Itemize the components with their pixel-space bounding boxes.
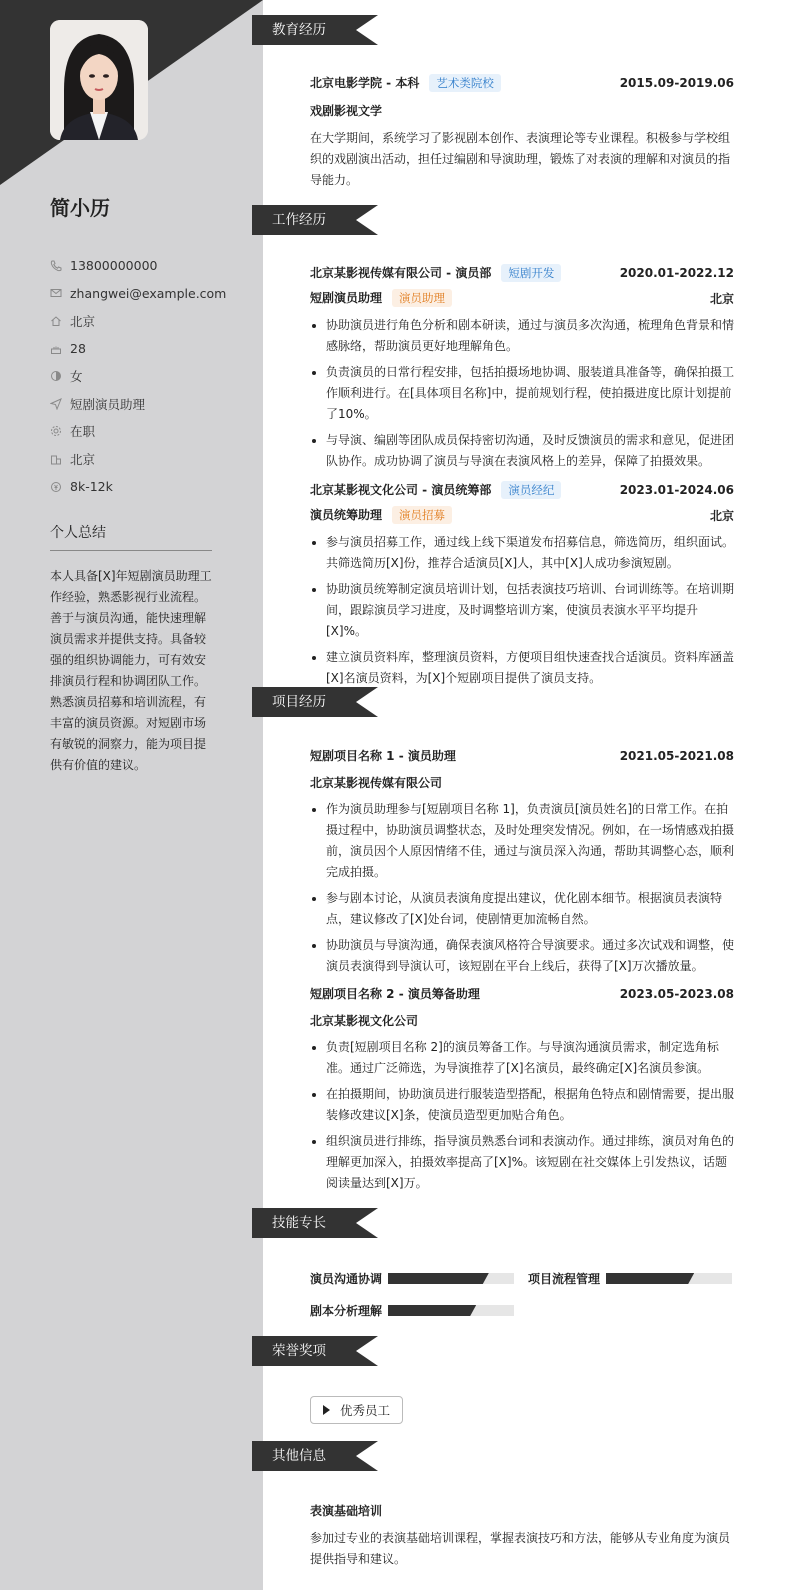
sidebar [0,0,263,1590]
list-item: • 参与演员招募工作，通过线上线下渠道发布招募信息，筛选简历，组织面试。共筛选简历[X]份，推荐合适演员[X]人，其中[X]人成功参演短剧。 [326,532,734,574]
list-item: • 在拍摄期间，协助演员进行服装造型搭配，根据角色特点和剧情需要，提出服装修改建议[X]条，使演员造型更加贴合角色。 [326,1084,734,1126]
award-name: 优秀员工 [340,1403,391,1418]
age-value: 28 [70,341,86,357]
role-tag: 演员招募 [392,506,452,524]
role-tag: 演员助理 [392,289,452,307]
section-header-education [252,15,378,45]
skill-bar [388,1273,514,1284]
skill-level-fill [606,1273,694,1284]
list-item: • 负责[短剧项目名称 2]的演员筹备工作。与导演沟通演员需求，制定选角标准。通过广泛筛选，为导演推荐了[X]名演员，最终确定[X]名演员参演。 [326,1037,734,1079]
project-company: 北京某影视传媒有限公司 [310,776,443,790]
section-title-other: 其他信息 [252,1441,356,1471]
list-item: • 协助演员统筹制定演员培训计划，包括表演技巧培训、台词训练等。在培训期间，跟踪演员学习进度，及时调整培训方案，使演员表演水平平均提升[X]%。 [326,579,734,642]
skill-name: 项目流程管理 [528,1272,601,1286]
salary-value: 8k-12k [70,479,113,495]
list-item: • 作为演员助理参与[短剧项目名称 1]，负责演员[演员姓名]的日常工作。在拍摄过程中，协助演员调整状态，及时处理突发情况。例如，在一场情感戏拍摄前，演员因个人原因情绪不佳，通过与演员深入沟通，帮助其调整心态，顺利完成拍摄。 [326,799,734,883]
project-company: 北京某影视文化公司 [310,1014,419,1028]
work-bullets [310,532,734,689]
other-description: 参加过专业的表演基础培训课程，掌握表演技巧和方法，能够从专业角度为演员提供指导和建议。 [310,1531,731,1566]
education-description: 在大学期间，系统学习了影视剧本创作、表演理论等专业课程。积极参与学校组织的戏剧演出活动，担任过编剧和导演助理，锻炼了对表演的理解和对演员的指导能力。 [310,131,731,187]
project-period: 2021.05-2021.08 [619,748,734,763]
company-name: 北京某影视文化公司 - 演员统筹部 [310,483,492,497]
gender-icon [50,370,62,382]
skill-name: 演员沟通协调 [310,1272,383,1286]
skill-bar [388,1305,514,1316]
portrait-photo [50,20,148,140]
section-header-other [252,1441,378,1471]
contact-city [50,445,250,473]
work-period: 2020.01-2022.12 [619,266,734,280]
section-header-skills [252,1208,378,1238]
list-item: • 与导演、编剧等团队成员保持密切沟通，及时反馈演员的需求和意见，促进团队协作。成功协调了演员与导演在表演风格上的差异，保障了拍摄效果。 [326,430,734,472]
work-location: 北京 [709,291,734,306]
job-role: 短剧演员助理 [310,291,383,305]
work-entry [310,264,734,477]
phone-value: 13800000000 [70,258,158,274]
summary-text: 本人具备[X]年短剧演员助理工作经验，熟悉影视行业流程。善于与演员沟通，能快速理解演员需求并提供支持。具备较强的组织协调能力，可有效安排演员行程和协调团队工作。熟悉演员招募和培训流程，有丰富的演员资源。对短剧市场有敏锐的洞察力，能为项目提供有价值的建议。 [50,569,212,772]
skill-level-fill [388,1305,476,1316]
work-bullets [310,315,734,472]
age-icon [50,343,62,355]
company-tag: 演员经纪 [501,481,561,499]
project-name: 短剧项目名称 2 - 演员筹备助理 [310,987,480,1001]
project-entry [310,747,734,982]
phone-icon [50,260,62,272]
contact-age [50,335,250,363]
skill-item [310,1302,514,1319]
project-bullets [310,1037,734,1194]
hometown-value: 北京 [70,313,96,329]
skill-level-fill [388,1273,489,1284]
section-header-work [252,205,378,235]
job-role: 演员统筹助理 [310,508,383,522]
list-item: • 协助演员与导演沟通，确保表演风格符合导演要求。通过多次试戏和调整，使演员表演得到导演认可，该短剧在平台上线后，获得了[X]万次播放量。 [326,935,734,977]
education-period: 2015.09-2019.06 [619,76,734,90]
company-name: 北京某影视传媒有限公司 - 演员部 [310,266,492,280]
skill-item [310,1270,514,1287]
home-icon [50,315,62,327]
avatar [50,20,148,140]
contact-phone [50,252,250,280]
list-item: • 协助演员进行角色分析和剧本研读，通过与演员多次沟通，梳理角色背景和情感脉络，帮助演员更好地理解角色。 [326,315,734,357]
list-item: • 组织演员进行排练，指导演员熟悉台词和表演动作。通过排练，演员对角色的理解更加深入，拍摄效率提高了[X]%。该短剧在社交媒体上引发热议，话题阅读量达到[X]万。 [326,1131,734,1194]
section-title-work: 工作经历 [252,205,356,235]
work-entry [310,481,734,694]
section-title-projects: 项目经历 [252,687,356,717]
list-item: • 负责演员的日常行程安排，包括拍摄场地协调、服装道具准备等，确保拍摄工作顺利进行。在[具体项目名称]中，提前规划行程，使拍摄进度比原计划提前了10%。 [326,362,734,425]
list-item: • 参与剧本讨论，从演员表演角度提出建议，优化剧本细节。根据演员表演特点，建议修改了[X]处台词，使剧情更加流畅自然。 [326,888,734,930]
email-value: zhangwei@example.com [70,285,227,301]
salary-icon [50,481,62,493]
section-title-education: 教育经历 [252,15,356,45]
contact-hometown [50,307,250,335]
section-title-skills: 技能专长 [252,1208,356,1238]
project-entry [310,985,734,1199]
school-name: 北京电影学院 - 本科 [310,76,420,90]
work-period: 2023.01-2024.06 [619,483,734,497]
status-value: 在职 [70,424,96,440]
target-position-icon [50,398,62,410]
contact-email [50,280,250,308]
status-icon [50,425,62,437]
skill-name: 剧本分析理解 [310,1304,383,1318]
gender-value: 女 [70,369,83,385]
education-entry [310,74,734,191]
city-icon [50,453,62,465]
candidate-name: 简小历 [50,196,110,220]
summary-title: 个人总结 [50,522,212,551]
school-tag: 艺术类院校 [429,74,501,92]
contact-target-position [50,390,250,418]
target-position-value: 短剧演员助理 [70,396,146,412]
project-bullets [310,799,734,977]
city-value: 北京 [70,451,96,467]
play-icon [323,1405,330,1415]
other-title: 表演基础培训 [310,1504,383,1518]
education-major: 戏剧影视文学 [310,104,383,118]
mail-icon [50,287,62,299]
section-title-awards: 荣誉奖项 [252,1336,356,1366]
contact-status [50,418,250,446]
list-item: • 建立演员资料库，整理演员资料，方便项目组快速查找合适演员。资料库涵盖[X]名演员资料，为[X]个短剧项目提供了演员支持。 [326,647,734,689]
award-badge [310,1396,403,1424]
contact-gender [50,362,250,390]
skill-bar [606,1273,732,1284]
project-name: 短剧项目名称 1 - 演员助理 [310,749,456,763]
work-location: 北京 [709,508,734,523]
section-header-awards [252,1336,378,1366]
contact-salary [50,473,250,501]
other-entry [310,1502,734,1570]
company-tag: 短剧开发 [501,264,561,282]
contact-list [50,252,250,500]
skill-item [528,1270,732,1287]
project-period: 2023.05-2023.08 [619,986,734,1001]
